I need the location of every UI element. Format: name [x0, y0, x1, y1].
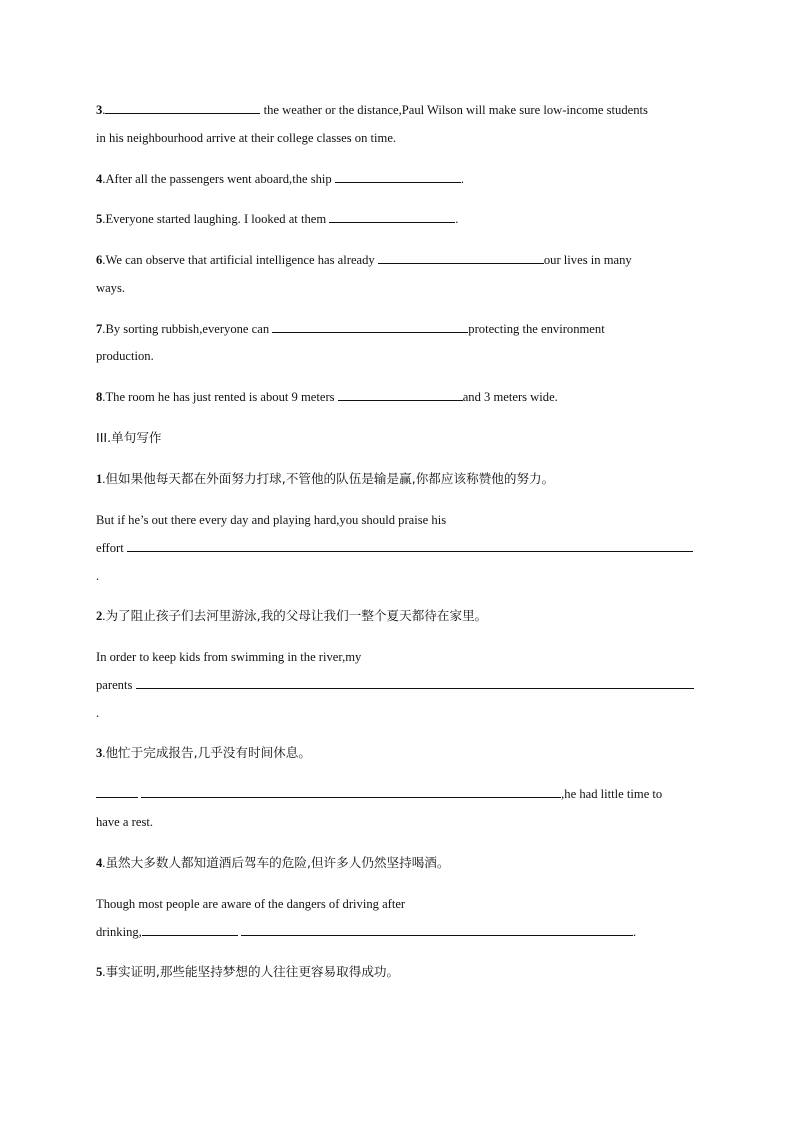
lead-text: effort	[96, 541, 127, 555]
question-text: We can observe that artificial intelligence has already	[105, 253, 378, 267]
question-number: 3	[96, 746, 103, 760]
fill-blank-3: 3. the weather or the distance,Paul Wilson will make sure low-income students	[96, 103, 648, 117]
question-end: .	[455, 212, 459, 226]
question-number: 3	[96, 103, 103, 117]
writing-3-line2: have a rest.	[96, 815, 153, 829]
section-title: III.单句写作	[96, 430, 162, 445]
writing-4-prompt: 4.虽然大多数人都知道酒后驾车的危险,但许多人仍然坚持喝酒。	[96, 855, 450, 870]
lead-text: drinking,	[96, 925, 142, 939]
writing-3-answer-line	[96, 786, 662, 802]
question-text-after: our lives in many	[543, 253, 632, 267]
writing-1-prompt: 1.但如果他每天都在外面努力打球,不管他的队伍是输是赢,你都应该称赞他的努力。	[96, 471, 555, 486]
writing-4-english: Though most people are aware of the dangers of driving after	[96, 897, 406, 911]
chinese-prompt: 为了阻止孩子们去河里游泳,我的父母让我们一整个夏天都待在家里。	[105, 608, 488, 623]
question-number: 4	[96, 172, 103, 186]
question-number: 5	[96, 965, 103, 979]
writing-3-prompt: 3.他忙于完成报告,几乎没有时间休息。	[96, 745, 311, 760]
question-text: The room he has just rented is about 9 meters	[105, 390, 338, 404]
question-end: .	[460, 172, 465, 186]
question-number: 2	[96, 609, 103, 623]
answer-blank[interactable]	[127, 540, 693, 552]
lead-text: parents	[96, 678, 136, 692]
question-text: After all the passengers went aboard,the ship	[105, 172, 335, 186]
fill-blank-3-line2: in his neighbourhood arrive at their college classes on time.	[96, 131, 397, 145]
chinese-prompt: 他忙于完成报告,几乎没有时间休息。	[105, 745, 311, 760]
answer-blank[interactable]	[329, 211, 455, 223]
chinese-prompt: 事实证明,那些能坚持梦想的人往往更容易取得成功。	[105, 964, 400, 979]
question-number: 4	[96, 856, 103, 870]
question-number: 7	[96, 322, 103, 336]
fill-blank-6: 6.We can observe that artificial intelligence has already our lives in many	[96, 253, 632, 267]
writing-2-prompt: 2.为了阻止孩子们去河里游泳,我的父母让我们一整个夏天都待在家里。	[96, 608, 488, 623]
writing-1-answer-line	[96, 540, 693, 556]
question-text-after: protecting the environment	[468, 322, 605, 336]
answer-blank-short[interactable]	[142, 924, 238, 936]
answer-blank[interactable]	[378, 252, 544, 264]
question-number: 6	[96, 253, 103, 267]
writing-4-answer-line	[96, 924, 636, 940]
question-number: 1	[96, 472, 103, 486]
writing-1-english: But if he’s out there every day and playing hard,you should praise his	[96, 513, 447, 527]
writing-2-answer-line	[96, 677, 694, 693]
writing-5-prompt: 5.事实证明,那些能坚持梦想的人往往更容易取得成功。	[96, 964, 400, 979]
question-end: .	[632, 925, 637, 939]
fill-blank-8: 8.The room he has just rented is about 9 meters and 3 meters wide.	[96, 390, 558, 404]
chinese-prompt: 虽然大多数人都知道酒后驾车的危险,但许多人仍然坚持喝酒。	[105, 855, 450, 870]
fill-blank-7: 7.By sorting rubbish,everyone can protecting the environment	[96, 322, 605, 336]
fill-blank-7-line2: production.	[96, 349, 154, 363]
writing-1-end: .	[96, 569, 100, 583]
answer-blank[interactable]	[105, 102, 260, 114]
question-number: 8	[96, 390, 103, 404]
writing-2-end: .	[96, 706, 100, 720]
question-text: Everyone started laughing. I looked at them	[105, 212, 330, 226]
english-text: ,he had little time to	[561, 787, 663, 801]
writing-2-english: In order to keep kids from swimming in the river,my	[96, 650, 362, 664]
answer-blank[interactable]	[335, 171, 461, 183]
fill-blank-4: 4.After all the passengers went aboard,the ship .	[96, 172, 465, 186]
answer-blank[interactable]	[241, 924, 633, 936]
question-number: 5	[96, 212, 103, 226]
chinese-prompt: 但如果他每天都在外面努力打球,不管他的队伍是输是赢,你都应该称赞他的努力。	[105, 471, 555, 486]
question-text: By sorting rubbish,everyone can	[105, 322, 273, 336]
answer-blank[interactable]	[272, 321, 468, 333]
answer-blank[interactable]	[141, 786, 561, 798]
question-text: the weather or the distance,Paul Wilson will make sure low-income students	[260, 103, 648, 117]
question-text-after: and 3 meters wide.	[462, 390, 558, 404]
fill-blank-6-line2: ways.	[96, 281, 126, 295]
answer-blank[interactable]	[136, 677, 694, 689]
fill-blank-5: 5.Everyone started laughing. I looked at them .	[96, 212, 459, 226]
answer-blank-short[interactable]	[96, 786, 138, 798]
answer-blank[interactable]	[338, 389, 463, 401]
